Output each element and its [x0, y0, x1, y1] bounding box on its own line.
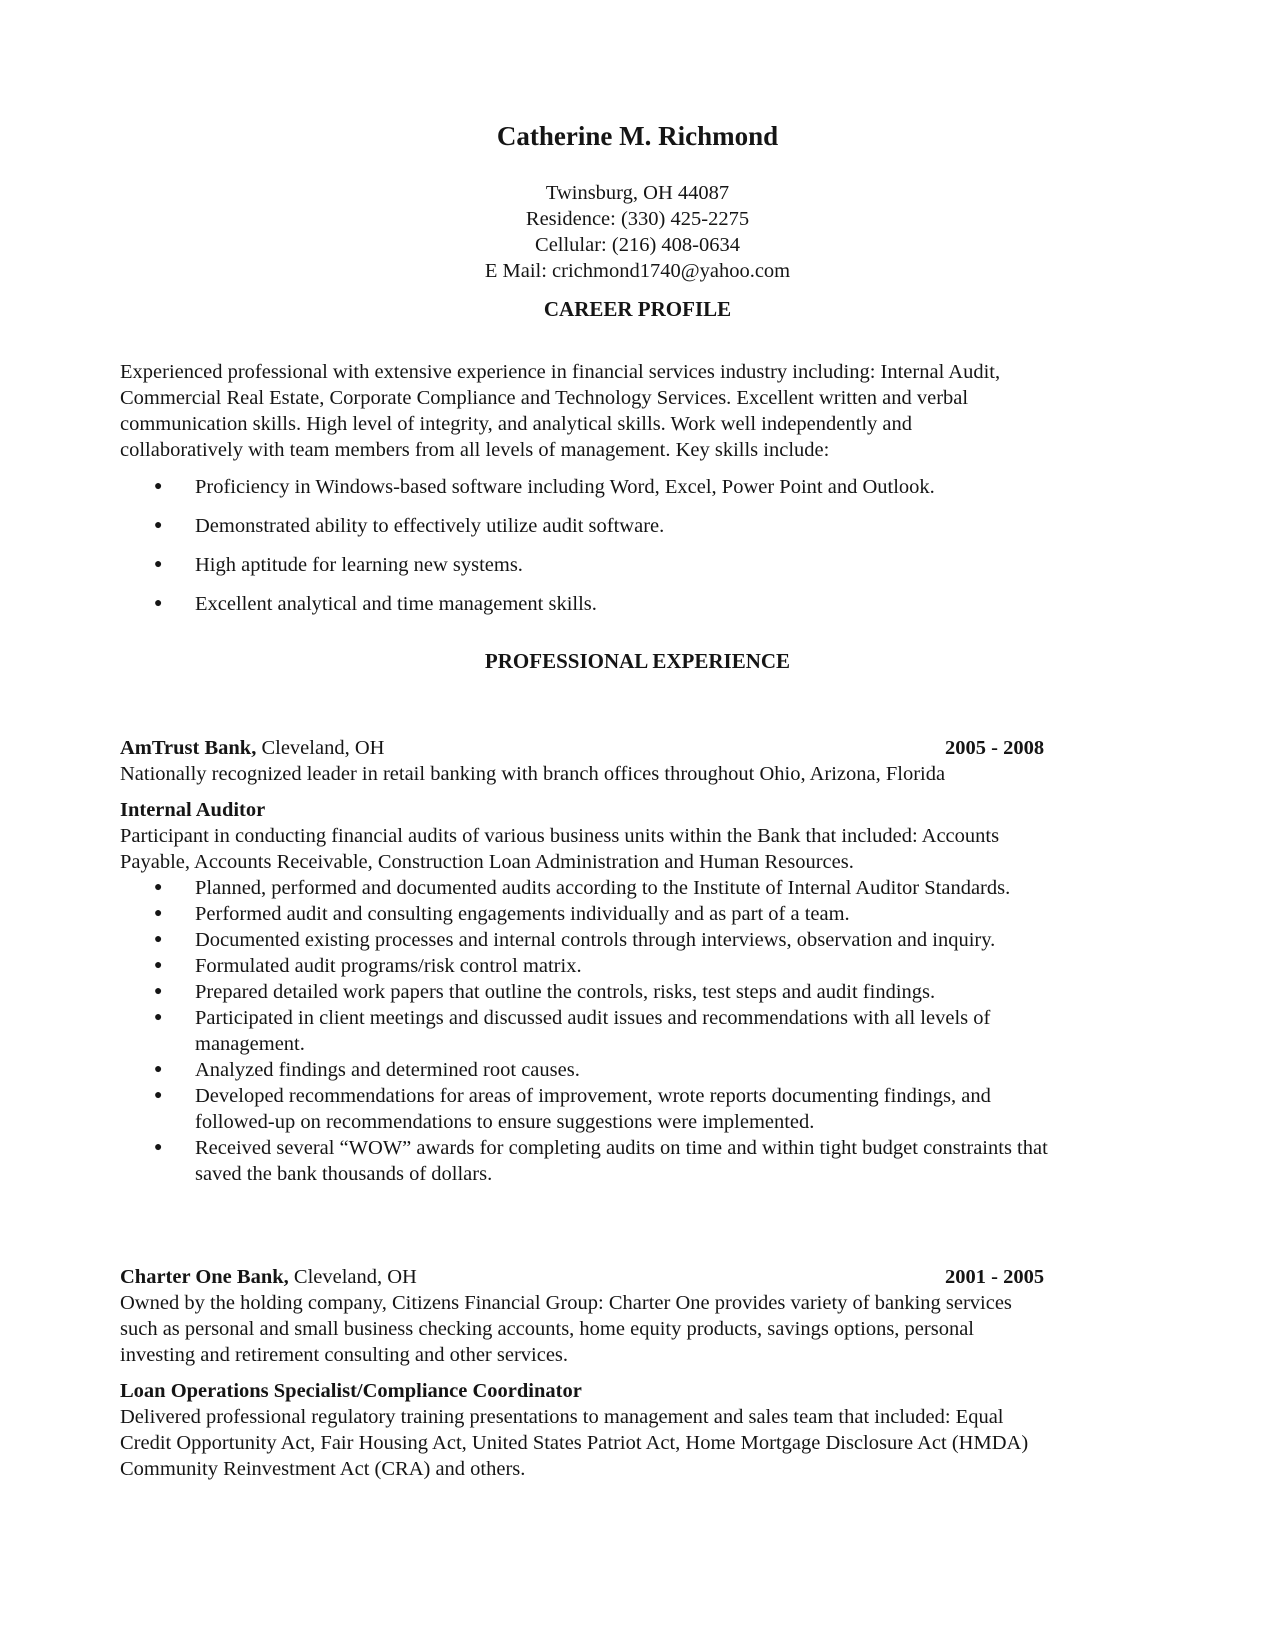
job-title: Internal Auditor	[120, 799, 266, 821]
duty-text: Developed recommendations for areas of improvement, wrote reports documenting findings, and	[195, 1085, 991, 1107]
bullet-icon: ●	[154, 984, 163, 999]
skill-text: Proficiency in Windows-based software including Word, Excel, Power Point and Outlook.	[195, 476, 935, 498]
duty-item	[120, 927, 1160, 953]
skill-item	[120, 513, 1160, 539]
duties-line: Community Reinvestment Act (CRA) and others.	[120, 1458, 526, 1480]
skill-text: Demonstrated ability to effectively utilize audit software.	[195, 515, 665, 537]
career-summary	[120, 359, 1160, 463]
job-amtrust	[120, 735, 1160, 1187]
bullet-icon: ●	[154, 906, 163, 921]
employment-dates: 2001 - 2005	[945, 1266, 1045, 1288]
key-skills-list	[120, 474, 1160, 617]
company-name: Charter One Bank,	[120, 1266, 289, 1288]
bullet-icon: ●	[154, 479, 163, 494]
duty-text: Planned, performed and documented audits according to the Institute of Internal Auditor Standards.	[195, 877, 1011, 899]
bullet-icon: ●	[154, 1088, 163, 1103]
company-description: investing and retirement consulting and other services.	[120, 1344, 569, 1366]
bullet-icon: ●	[154, 1010, 163, 1025]
duties-line: Payable, Accounts Receivable, Construction Loan Administration and Human Resources.	[120, 851, 854, 873]
skill-text: Excellent analytical and time management skills.	[195, 593, 597, 615]
candidate-name: Catherine M. Richmond	[496, 121, 779, 151]
duty-text: Performed audit and consulting engagements individually and as part of a team.	[195, 903, 850, 925]
bullet-icon: ●	[154, 518, 163, 533]
contact-city: Twinsburg, OH 44087	[545, 182, 730, 204]
duty-item	[120, 1083, 1160, 1135]
summary-line: Commercial Real Estate, Corporate Compliance and Technology Services. Excellent written and verbal	[120, 387, 969, 409]
duty-text-continued: followed-up on recommendations to ensure suggestions were implemented.	[195, 1111, 815, 1133]
summary-line: Experienced professional with extensive experience in financial services industry including: Internal Audit,	[120, 361, 1001, 383]
professional-experience-heading: PROFESSIONAL EXPERIENCE	[484, 649, 791, 673]
duty-item	[120, 875, 1160, 901]
summary-line: collaboratively with team members from all levels of management. Key skills include:	[120, 439, 830, 461]
employment-dates: 2005 - 2008	[945, 737, 1045, 759]
company-name: AmTrust Bank,	[120, 737, 257, 759]
skill-item	[120, 474, 1160, 500]
duty-text-continued: management.	[195, 1033, 305, 1055]
job-header	[120, 1264, 1160, 1290]
job-title: Loan Operations Specialist/Compliance Coordinator	[120, 1380, 582, 1402]
bullet-icon: ●	[154, 932, 163, 947]
duties-list	[120, 875, 1160, 1187]
duty-item	[120, 1057, 1160, 1083]
skill-item	[120, 591, 1160, 617]
company-description: Nationally recognized leader in retail banking with branch offices throughout Ohio, Arizona, Florida	[120, 763, 946, 785]
bullet-icon: ●	[154, 1062, 163, 1077]
duty-item	[120, 1005, 1160, 1057]
duty-item	[120, 1135, 1160, 1187]
duty-text: Documented existing processes and internal controls through interviews, observation and inquiry.	[195, 929, 996, 951]
summary-line: communication skills. High level of integrity, and analytical skills. Work well independently and	[120, 413, 912, 435]
skill-item	[120, 552, 1160, 578]
duty-text: Formulated audit programs/risk control matrix.	[195, 955, 582, 977]
career-profile-heading: CAREER PROFILE	[543, 297, 732, 321]
duties-line: Participant in conducting financial audits of various business units within the Bank that included: Accounts	[120, 825, 1000, 847]
duty-item	[120, 979, 1160, 1005]
duty-text: Prepared detailed work papers that outline the controls, risks, test steps and audit findings.	[195, 981, 936, 1003]
bullet-icon: ●	[154, 958, 163, 973]
company-location: Cleveland, OH	[256, 737, 385, 759]
duty-item	[120, 901, 1160, 927]
contact-residence-phone: Residence: (330) 425-2275	[525, 208, 750, 230]
bullet-icon: ●	[154, 557, 163, 572]
bullet-icon: ●	[154, 1140, 163, 1155]
job-charter-one	[120, 1264, 1160, 1482]
contact-email: E Mail: crichmond1740@yahoo.com	[484, 260, 791, 282]
duties-line: Credit Opportunity Act, Fair Housing Act, United States Patriot Act, Home Mortgage Disclosure Act (HMDA)	[120, 1432, 1029, 1454]
contact-cellular-phone: Cellular: (216) 408-0634	[535, 234, 740, 256]
contact-block	[0, 180, 1275, 284]
company-description: Owned by the holding company, Citizens Financial Group: Charter One provides variety of banking services	[120, 1292, 1012, 1314]
duties-line: Delivered professional regulatory training presentations to management and sales team that included: Equal	[120, 1406, 1004, 1428]
duty-text: Received several “WOW” awards for completing audits on time and within tight budget constraints that	[195, 1137, 1048, 1159]
duty-item	[120, 953, 1160, 979]
bullet-icon: ●	[154, 880, 163, 895]
company-location: Cleveland, OH	[288, 1266, 417, 1288]
duty-text: Analyzed findings and determined root causes.	[195, 1059, 580, 1081]
duty-text-continued: saved the bank thousands of dollars.	[195, 1163, 493, 1185]
skill-text: High aptitude for learning new systems.	[195, 554, 523, 576]
career-profile-section	[120, 359, 1160, 630]
company-description: such as personal and small business checking accounts, home equity products, savings options, personal	[120, 1318, 975, 1340]
bullet-icon: ●	[154, 596, 163, 611]
duty-text: Participated in client meetings and discussed audit issues and recommendations with all levels of	[195, 1007, 991, 1029]
job-header	[120, 735, 1160, 761]
